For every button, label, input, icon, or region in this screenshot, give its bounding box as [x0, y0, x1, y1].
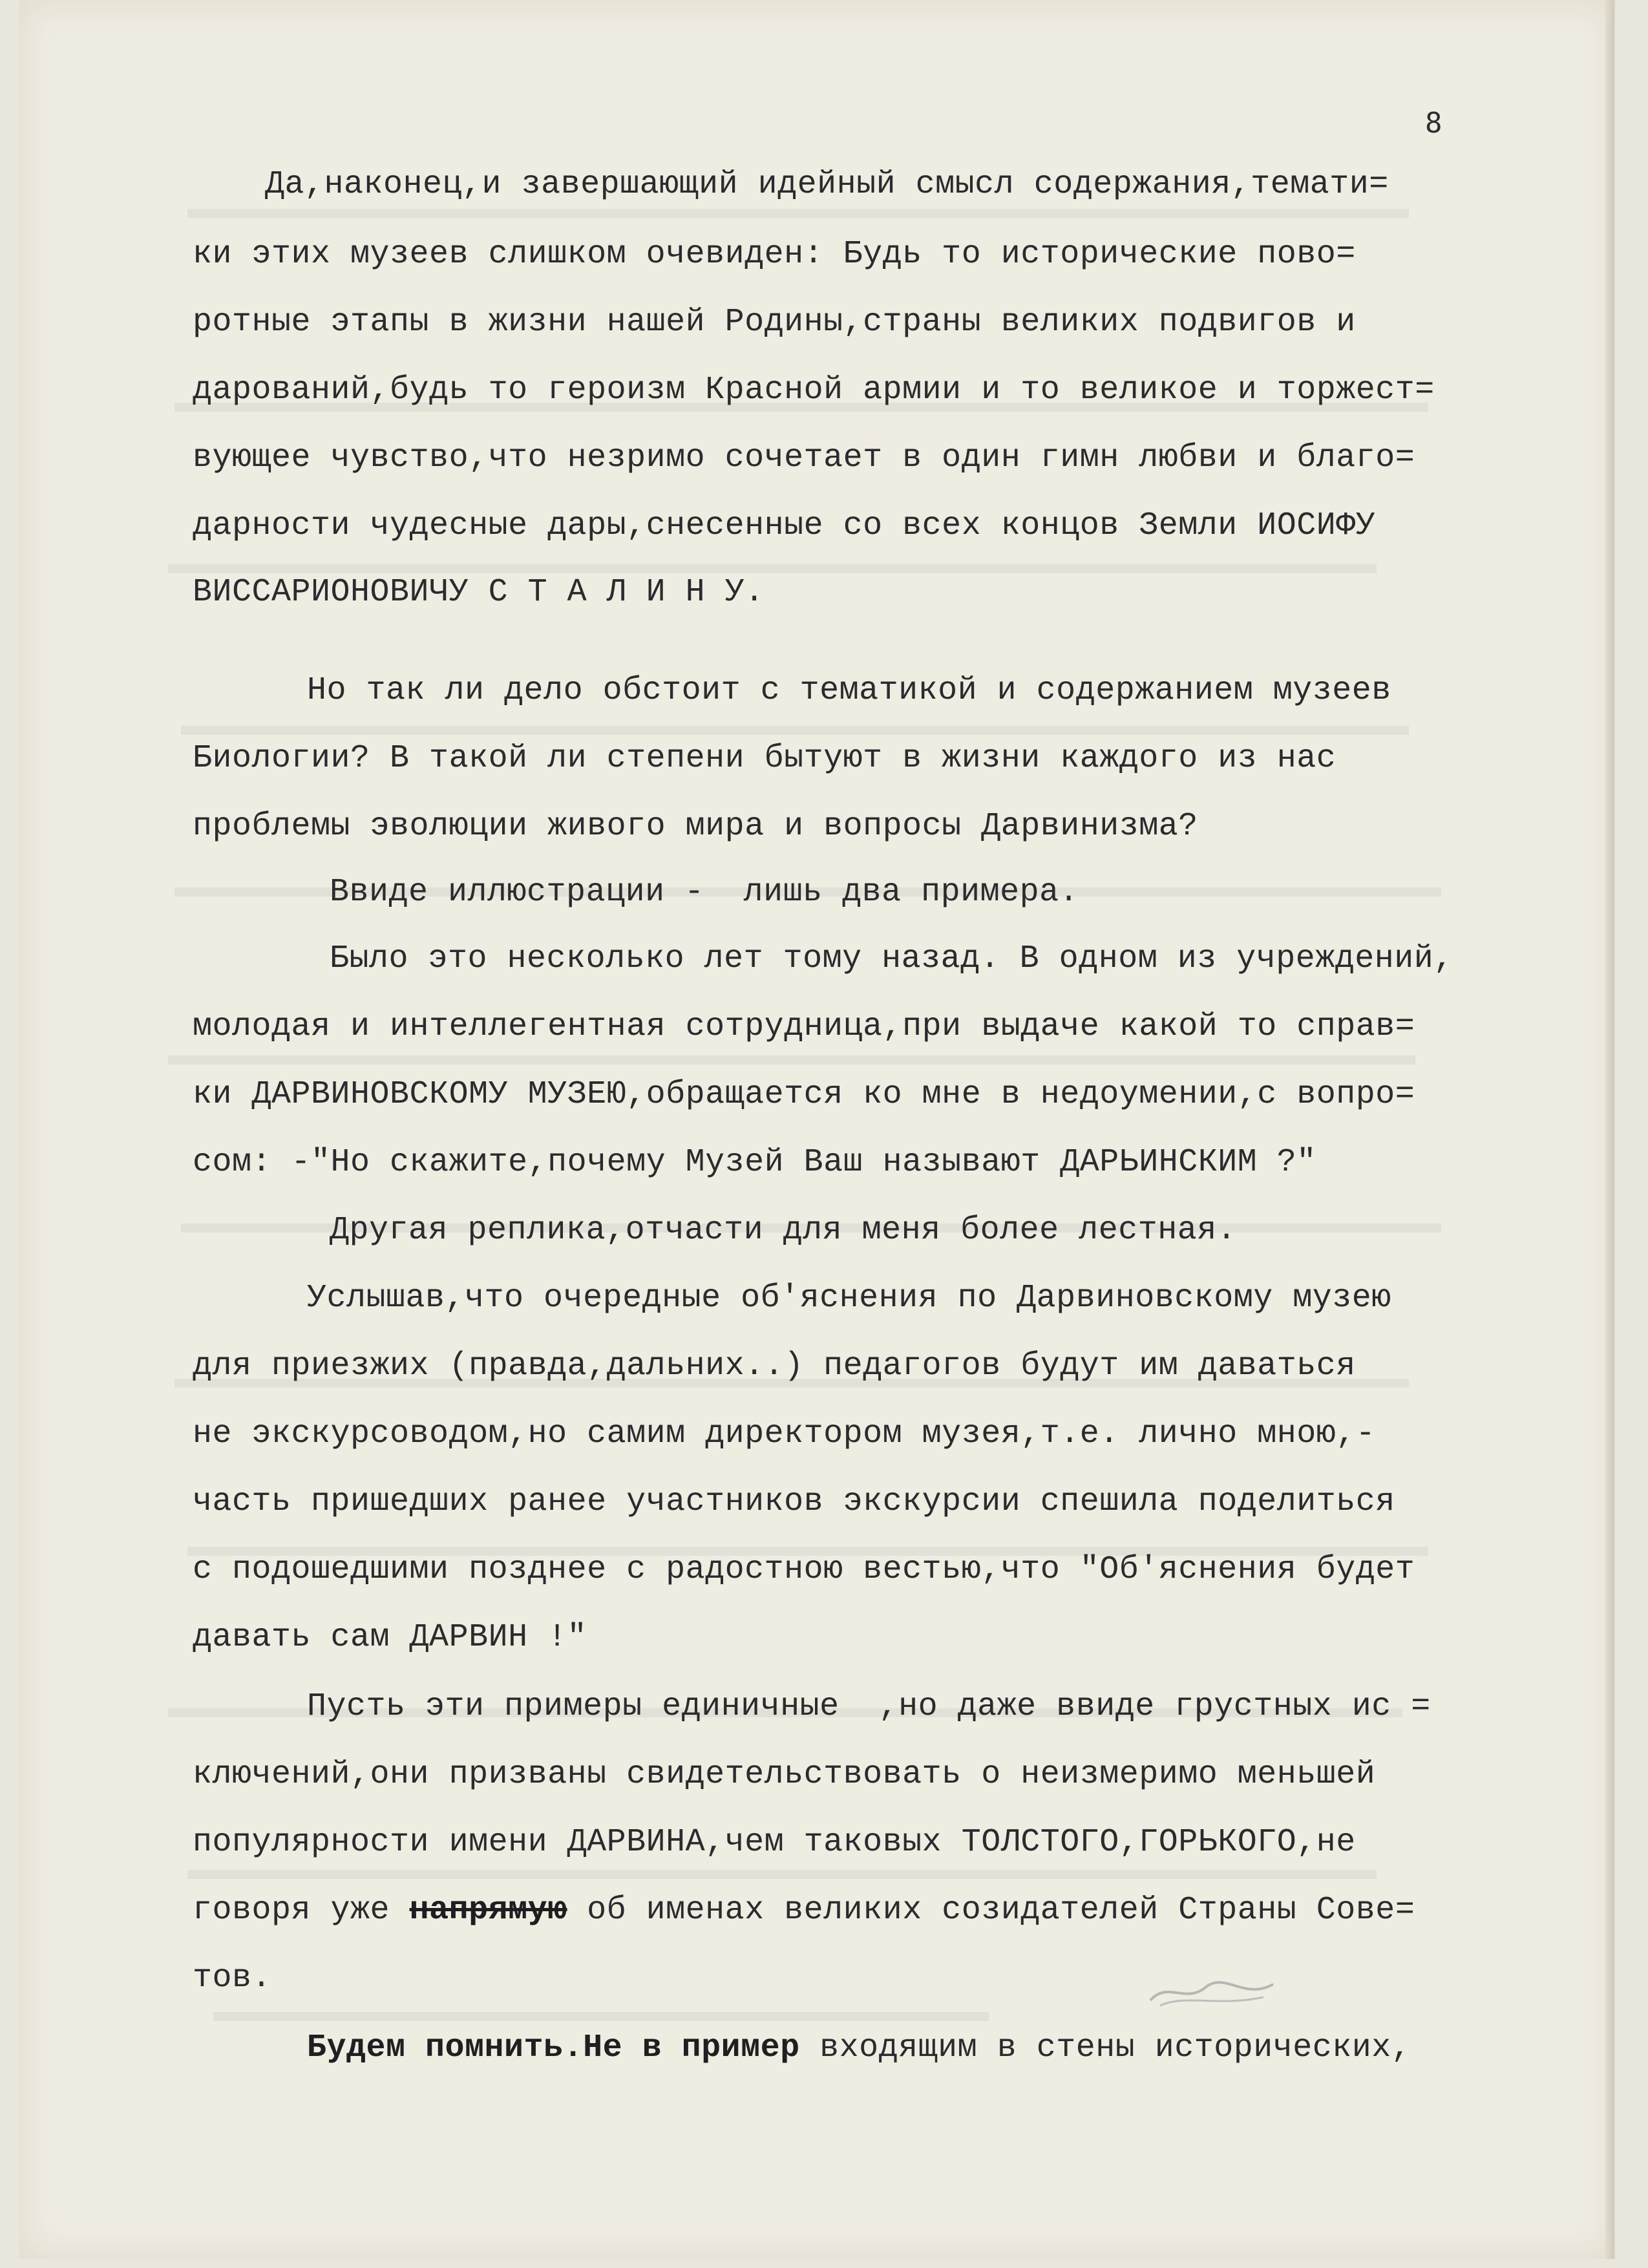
text-line: ключений,они призваны свидетельствовать о неизмеримо меньшей: [193, 1756, 1376, 1793]
text-line: проблемы эволюции живого мира и вопросы Дарвинизма?: [193, 808, 1198, 845]
text-line: Пусть эти примеры единичные ,но даже ввиде грустных ис =: [307, 1688, 1431, 1725]
text-line: тов.: [193, 1960, 272, 1997]
text-segment: об именах великих созидателей Страны Сове=: [567, 1892, 1415, 1929]
text-line: Было это несколько лет тому назад. В одном из учреждений,: [330, 940, 1453, 977]
text-line: сом: -"Но скажите,почему Музей Ваш называют ДАРЬИНСКИМ ?": [193, 1144, 1316, 1181]
text-line: Но так ли дело обстоит с тематикой и содержанием музеев: [307, 672, 1391, 709]
faint-stamp-mark: [1147, 1975, 1276, 2010]
text-line: часть пришедших ранее участников экскурсии спешила поделиться: [193, 1483, 1395, 1520]
text-line: [307, 2030, 1411, 2066]
text-line: Ввиде иллюстрации - лишь два примера.: [330, 874, 1079, 911]
text-line: Услышав,что очередные об'яснения по Дарвиновскому музею: [307, 1280, 1391, 1317]
text-line: Другая реплика,отчасти для меня более лестная.: [330, 1212, 1237, 1249]
text-line: [193, 1892, 1415, 1929]
text-line: вующее чувство,что незримо сочетает в один гимн любви и благо=: [193, 440, 1415, 476]
text-segment-bold: Будем помнить.: [307, 2030, 584, 2066]
text-segment-bold: Не в пример: [583, 2030, 800, 2066]
text-line: для приезжих (правда,дальних..) педагогов будут им даваться: [193, 1348, 1356, 1384]
text-line: молодая и интеллегентная сотрудница,при выдаче какой то справ=: [193, 1008, 1415, 1045]
text-line: не экскурсоводом,но самим директором музея,т.е. лично мною,-: [193, 1415, 1376, 1452]
text-line: дарований,будь то героизм Красной армии и то великое и торжест=: [193, 372, 1435, 408]
text-line: ки ДАРВИНОВСКОМУ МУЗЕЮ,обращается ко мне в недоумении,с вопро=: [193, 1076, 1415, 1113]
text-line: дарности чудесные дары,снесенные со всех концов Земли ИОСИФУ: [193, 507, 1376, 544]
text-line: ротные этапы в жизни нашей Родины,страны великих подвигов и: [193, 304, 1356, 341]
text-line: популярности имени ДАРВИНА,чем таковых ТОЛСТОГО,ГОРЬКОГО,не: [193, 1824, 1356, 1861]
page-number: 8: [1425, 107, 1442, 140]
text-line: Да,наконец,и завершающий идейный смысл содержания,темати=: [265, 166, 1389, 203]
text-line: с подошедшими позднее с радостною вестью,что "Об'яснения будет: [193, 1551, 1415, 1588]
text-line: давать сам ДАРВИН !": [193, 1619, 587, 1656]
text-line: ВИССАРИОНОВИЧУ С Т А Л И Н У.: [193, 574, 765, 611]
text-line: ки этих музеев слишком очевиден: Будь то исторические пово=: [193, 236, 1356, 273]
text-segment: входящим в стены исторических,: [799, 2030, 1411, 2066]
paper-right-edge: [1605, 0, 1614, 2259]
text-line: Биологии? В такой ли степени бытуют в жизни каждого из нас: [193, 740, 1336, 777]
text-segment: говоря уже: [193, 1892, 410, 1929]
struck-out-word: напрямую: [409, 1892, 567, 1929]
